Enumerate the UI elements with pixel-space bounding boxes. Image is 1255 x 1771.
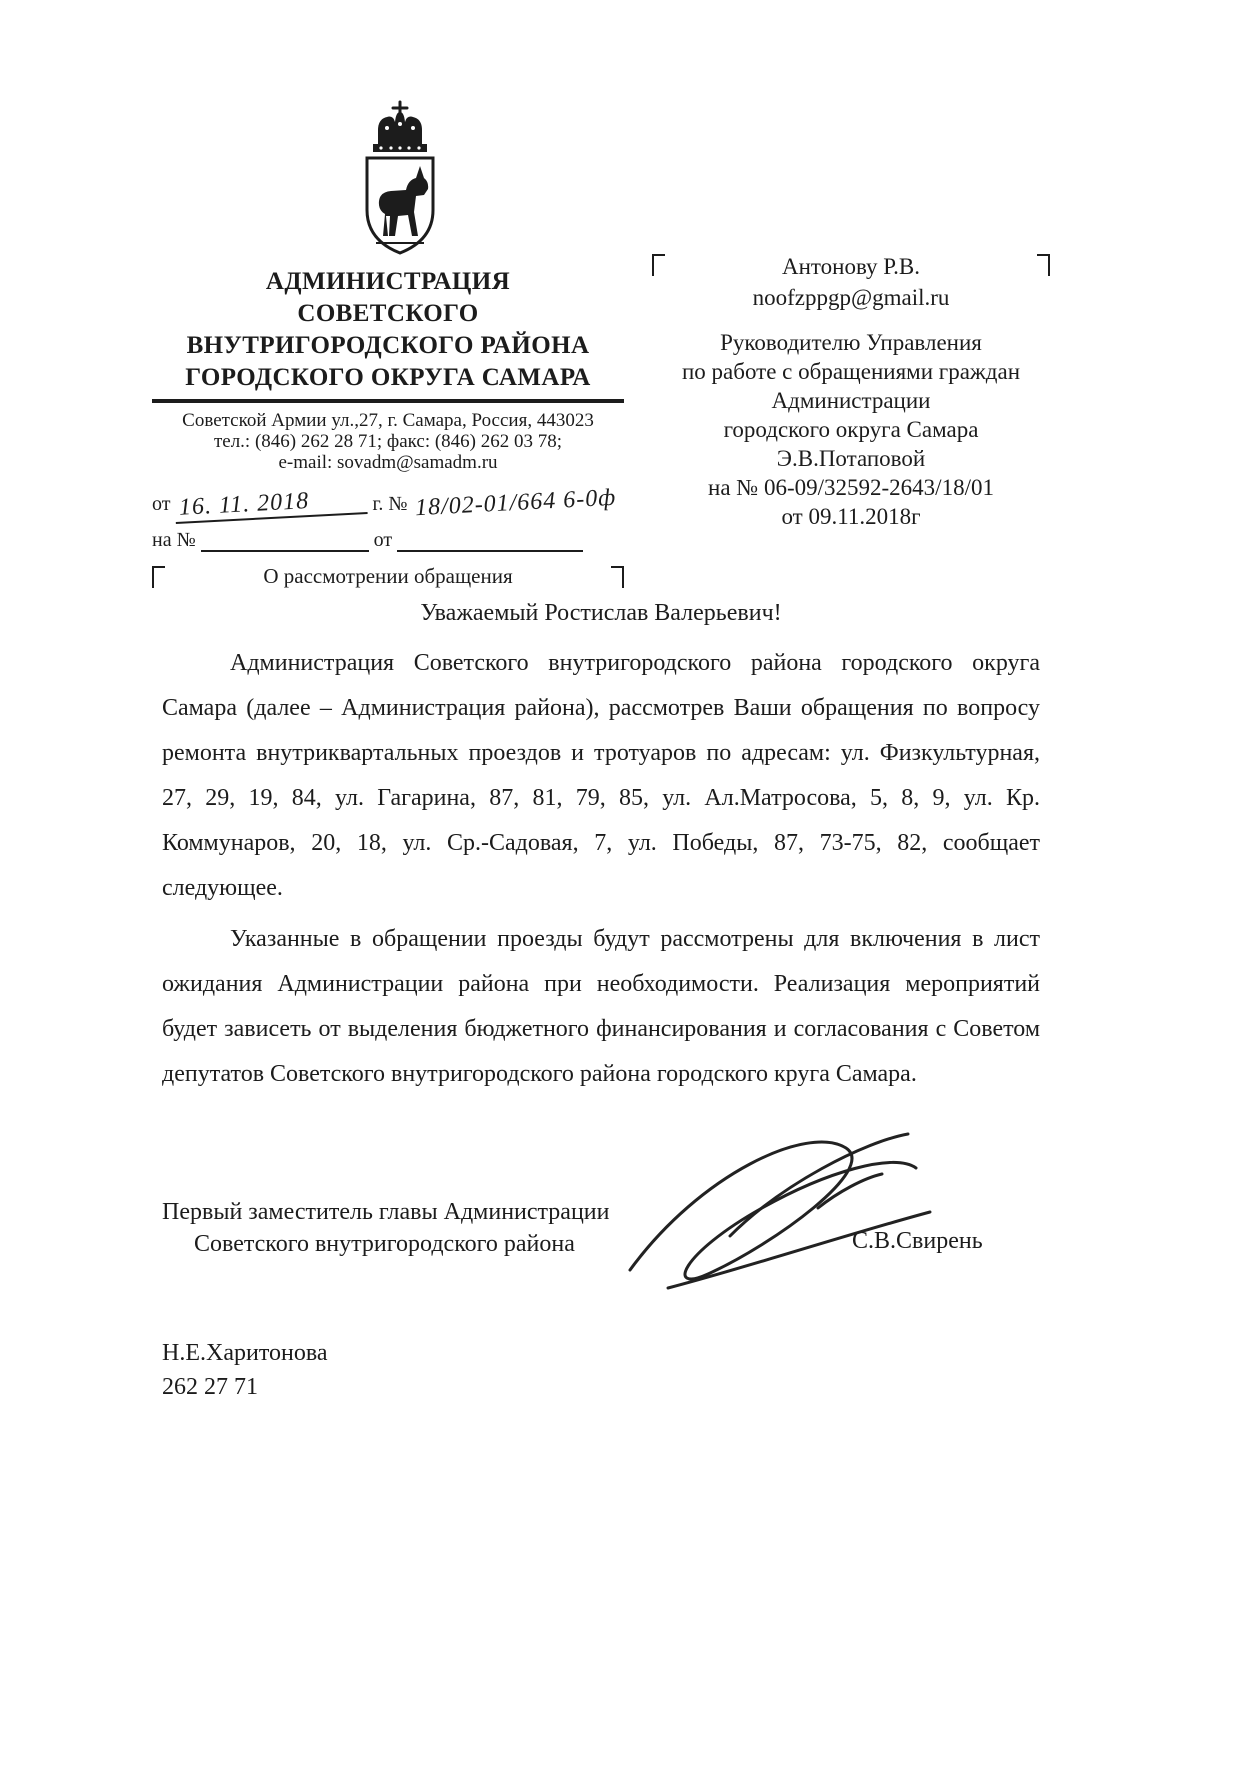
signatory-title-line: Советского внутригородского района	[194, 1231, 575, 1257]
handwritten-date: 16. 11. 2018	[175, 485, 368, 524]
org-contact	[152, 410, 624, 473]
subject-text: О рассмотрении обращения	[263, 564, 513, 588]
body-paragraph: Указанные в обращении проезды будут рассмотрены для включения в лист ожидания Администрации района при необходимости. Реализация мероприятий будет зависеть от выделения бюджетного финансирования и согласования с Советом депутатов Советского внутригородского района городского круга Самара.	[162, 926, 1040, 1087]
signatory-title-line: Первый заместитель главы Администрации	[162, 1199, 610, 1225]
letterhead	[152, 266, 624, 589]
executor-phone: 262 27 71	[162, 1374, 258, 1400]
executor-block	[162, 1336, 328, 1404]
executor-name: Н.Е.Харитонова	[162, 1340, 328, 1366]
ref-number-label: г. №	[372, 493, 408, 515]
ref-line-incoming	[152, 529, 624, 552]
recipient-line: Администрации	[771, 388, 931, 413]
org-name-line: СОВЕТСКОГО	[297, 300, 479, 327]
corner-bracket-right-icon	[1037, 254, 1050, 276]
org-name	[152, 266, 624, 403]
ref-on-number-label: на №	[152, 529, 196, 551]
ref-line-date-number	[152, 484, 624, 522]
recipient-line: по работе с обращениями граждан	[681, 359, 1021, 384]
blank-line	[201, 530, 369, 552]
org-name-line: ГОРОДСКОГО ОКРУГА САМАРА	[185, 364, 591, 391]
org-phone-fax: тел.: (846) 262 28 71; факс: (846) 262 03 78;	[213, 431, 563, 452]
signatory-title	[162, 1196, 610, 1260]
coat-of-arms-icon	[338, 98, 462, 262]
corner-bracket-right-icon	[611, 566, 624, 588]
corner-bracket-left-icon	[152, 566, 165, 588]
corner-bracket-left-icon	[652, 254, 665, 276]
recipient-name-row	[652, 252, 1050, 281]
recipient-line: городского округа Самара	[723, 417, 979, 442]
body-paragraph: Администрация Советского внутригородского района городского округа Самара (далее – Администрация района), рассмотрев Ваши обращения по вопросу ремонта внутриквартальных проездов и тротуаров по адресам: ул. Физкультурная, 27, 29, 19, 84, ул. Гагарина, 87, 81, 79, 85, ул. Ал.Матросова, 5, 8, 9, ул. Кр. Коммунаров, 20, 18, ул. Ср.-Садовая, 7, ул. Победы, 87, 73-75, 82, сообщает следующее.	[162, 650, 1040, 901]
recipient-block	[652, 252, 1050, 531]
recipient-email: noofzppgp@gmail.ru	[752, 285, 950, 310]
recipient-address-lines	[652, 328, 1050, 531]
ref-from-label: от	[152, 493, 171, 515]
subject-row	[152, 564, 624, 589]
org-name-line: АДМИНИСТРАЦИЯ	[265, 268, 511, 295]
recipient-line: на № 06-09/32592-2643/18/01	[708, 475, 994, 500]
handwritten-number: 18/02-01/664 6-0ф	[413, 484, 617, 522]
signatory-name: С.В.Свирень	[852, 1228, 983, 1254]
recipient-line: от 09.11.2018г	[781, 504, 921, 529]
org-address: Советской Армии ул.,27, г. Самара, Россия, 443023	[182, 410, 594, 431]
recipient-name: Антонову Р.В.	[781, 254, 921, 279]
ref-from-label: от	[373, 529, 393, 551]
blank-line	[397, 530, 583, 552]
recipient-line: Руководителю Управления	[720, 330, 982, 355]
recipient-line: Э.В.Потаповой	[776, 446, 926, 471]
signature-scribble-icon	[612, 1112, 952, 1317]
salutation: Уважаемый Ростислав Валерьевич!	[420, 600, 782, 626]
org-email: e-mail: sovadm@samadm.ru	[278, 452, 498, 473]
letter-body	[162, 600, 1040, 1103]
org-name-line: ВНУТРИГОРОДСКОГО РАЙОНА	[186, 332, 590, 359]
